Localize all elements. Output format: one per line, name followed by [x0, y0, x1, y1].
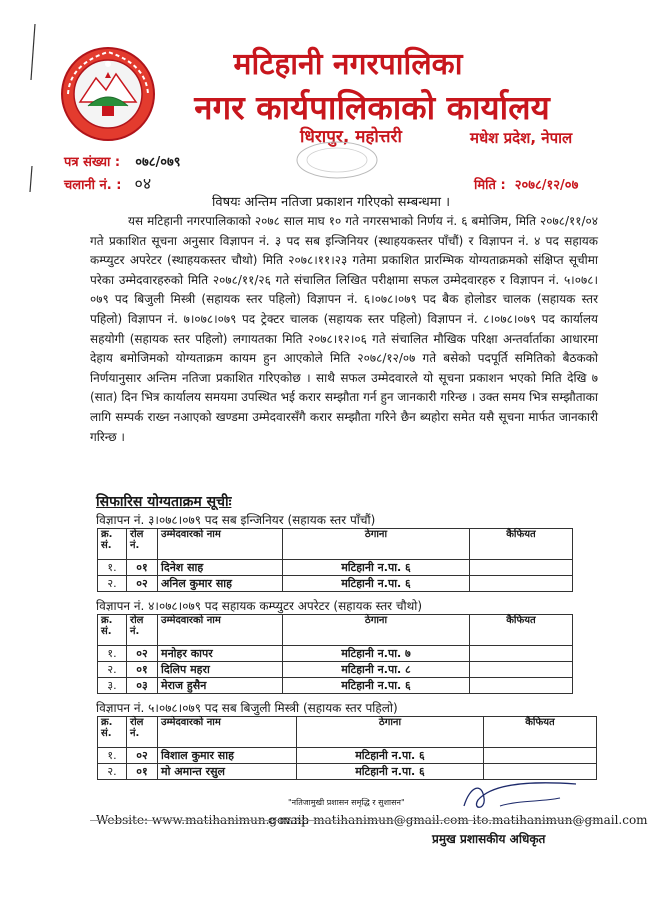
cell-roll: ०१: [127, 662, 158, 678]
table-row: [98, 646, 573, 662]
cell-sn: १.: [98, 560, 127, 576]
margin-pen-mark: [28, 22, 38, 82]
address-district: धिरापुर, महोत्तरी: [300, 127, 402, 147]
dispatch-number-row: [64, 172, 151, 194]
header-remarks: कैफियत: [484, 717, 597, 748]
cell-address: मटिहानी न.पा. ७: [283, 646, 470, 662]
email-link[interactable]: e-mail: matihanimun@gmail.com ito.matihanimun@gmail.com: [268, 813, 648, 827]
header-name: उम्मेदवारको नाम: [158, 529, 283, 560]
header-remarks: कैफियत: [470, 615, 573, 646]
cell-sn: १.: [98, 748, 127, 764]
cell-address: मटिहानी न.पा. ६: [297, 764, 484, 780]
cell-sn: २.: [98, 662, 127, 678]
cell-roll: ०२: [127, 748, 158, 764]
cell-remarks: [484, 748, 597, 764]
table-title: विज्ञापन नं. ४।०७८।०७९ पद सहायक कम्प्युटर अपरेटर (सहायक स्तर चौथो): [96, 599, 423, 613]
header-roll: रोल नं.: [127, 717, 158, 748]
letter-number-label: पत्र संख्या :: [64, 155, 121, 170]
footer-divider: [90, 820, 600, 821]
header-name: उम्मेदवारको नाम: [158, 615, 283, 646]
body-paragraph: यस मटिहानी नगरपालिकाको २०७८ साल माघ १० गते नगरसभाको निर्णय नं. ६ बमोजिम, मिति २०७८/११/०४ गते प्रकाशित सूचना अनुसार विज्ञापन नं. ३ पद सब इन्जिनियर (स्थाहयकस्तर पाँचौं) र विज्ञापन नं. ४ पद सहायक कम्प्युटर अपरेटर (स्थाहयकस्तर चौथो) मिति २०७८।११।२३ गतेमा प्रकाशित प्रारम्भिक योग्यताक्रमको संक्षिप्त सूचीमा परेका उम्मेदवारहरुको मिति २०७८/११/२६ गते संचालित लिखित परीक्षामा सफल उम्मेदवारहरु र विज्ञापन नं. ५।०७८।०७९ पद बिजुली मिस्त्री (सहायक स्तर पहिलो) विज्ञापन नं. ६।०७८।०७९ पद बैक होलोडर चालक (सहायक स्तर पहिलो) विज्ञापन नं. ७।०७८।०७९ पद ट्रेक्टर चालक (सहायक स्तर पहिलो) विज्ञापन नं. ८।०७८।०७९ पद कार्यालय सहयोगी (सहायक स्तर पहिलो) लगायतका मिति २०७८।१२।०६ गते संचालित मौखिक परिक्षा अन्तर्वार्ताका आधारमा देहाय बमोजिमको योग्यताक्रम कायम हुन आएकोले मिति २०७८/१२/०७ गते बसेको पदपूर्ति समितिको बैठकको निर्णयानुसार अन्तिम नतिजा प्रकाशित गरिएकोछ । साथै सफल उम्मेदवारले यो सूचना प्रकाशन भएको मिति देखि ७ (सात) दिन भित्र कार्यालय समयमा उपस्थित भई करार सम्झौता गर्न हुन जानकारी गरिन्छ । उक्त समय भित्र सम्झौताका लागि सम्पर्क राख्न नआएको खण्डमा उम्मेदवारसँगै करार सम्झौता गरिने छैन ब्यहोरा समेत यसै सूचना मार्फत जानकारी गरिन्छ ।: [90, 214, 598, 444]
table-row: [98, 678, 573, 694]
header-name: उम्मेदवारको नाम: [158, 717, 297, 748]
municipality-name: मटिहानी नगरपालिका: [233, 47, 463, 82]
cell-remarks: [470, 678, 573, 694]
cell-roll: ०२: [127, 646, 158, 662]
cell-roll: ०१: [127, 560, 158, 576]
cell-remarks: [470, 576, 573, 592]
office-name: नगर कार्यपालिकाको कार्यालय: [194, 88, 550, 127]
cell-name: अनिल कुमार साह: [158, 576, 283, 592]
margin-pen-mark: [26, 164, 36, 194]
letter-number-row: [64, 151, 181, 170]
cell-remarks: [470, 560, 573, 576]
table-header-row: [98, 717, 597, 748]
cell-sn: ३.: [98, 678, 127, 694]
header-address: ठेगाना: [283, 615, 470, 646]
candidate-table: [97, 614, 573, 694]
dispatch-number-value: ०४: [134, 174, 152, 193]
signature-icon: [460, 776, 580, 816]
header-sn: क्र. सं.: [98, 717, 127, 748]
candidate-table: [97, 716, 597, 780]
cell-remarks: [470, 662, 573, 678]
cell-address: मटिहानी न.पा. ६: [283, 560, 470, 576]
table-row: [98, 748, 597, 764]
cell-roll: ०२: [127, 576, 158, 592]
header-address: ठेगाना: [283, 529, 470, 560]
website-link[interactable]: Website: www.matihanimun.gov.np: [96, 813, 309, 827]
header-sn: क्र. सं.: [98, 615, 127, 646]
cell-name: मनोहर कापर: [158, 646, 283, 662]
recommendation-list-title: सिफारिस योग्यताक्रम सूचीः: [96, 494, 232, 510]
dispatch-number-label: चलानी नं. :: [64, 178, 122, 193]
table-row: [98, 662, 573, 678]
signatory-title: प्रमुख प्रशासकीय अधिकृत: [432, 832, 546, 846]
cell-name: दिनेश साह: [158, 560, 283, 576]
table-title: विज्ञापन नं. ३।०७८।०७९ पद सब इन्जिनियर (सहायक स्तर पाँचौं): [96, 513, 376, 527]
candidate-table: [97, 528, 573, 592]
cell-roll: ०१: [127, 764, 158, 780]
header-remarks: कैफियत: [470, 529, 573, 560]
header-sn: क्र. सं.: [98, 529, 127, 560]
cell-sn: २.: [98, 576, 127, 592]
cell-sn: २.: [98, 764, 127, 780]
cell-roll: ०३: [127, 678, 158, 694]
cell-remarks: [470, 646, 573, 662]
table-title: विज्ञापन नं. ५।०७८।०७९ पद सब बिजुली मिस्त्री (सहायक स्तर पहिलो): [96, 701, 398, 715]
date-label: मिति :: [474, 178, 506, 193]
header-roll: रोल नं.: [127, 529, 158, 560]
cell-name: मेराज हुसैन: [158, 678, 283, 694]
table-row: [98, 576, 573, 592]
cell-name: दिलिप महरा: [158, 662, 283, 678]
office-motto: "नतिजामुखी प्रशासन समृद्धि र सुशासन": [288, 798, 405, 807]
header-roll: रोल नं.: [127, 615, 158, 646]
address-province: मधेश प्रदेश, नेपाल: [470, 129, 573, 147]
cell-sn: १.: [98, 646, 127, 662]
header-address: ठेगाना: [297, 717, 484, 748]
cell-address: मटिहानी न.पा. ८: [283, 662, 470, 678]
office-stamp-icon: [292, 138, 382, 182]
cell-name: मो अमान्त रसुल: [158, 764, 297, 780]
letter-number-value: ०७८/०७९: [135, 155, 181, 170]
table-header-row: [98, 529, 573, 560]
cell-name: विशाल कुमार साह: [158, 748, 297, 764]
table-row: [98, 560, 573, 576]
cell-address: मटिहानी न.पा. ६: [297, 748, 484, 764]
table-header-row: [98, 615, 573, 646]
cell-address: मटिहानी न.पा. ६: [283, 576, 470, 592]
subject-line: विषयः अन्तिम नतिजा प्रकाशन गरिएको सम्बन्धमा ।: [211, 195, 450, 210]
cell-address: मटिहानी न.पा. ६: [283, 678, 470, 694]
date-row: [474, 174, 578, 193]
date-value: २०७८/१२/०७: [514, 178, 579, 193]
municipality-emblem-icon: [58, 44, 158, 144]
